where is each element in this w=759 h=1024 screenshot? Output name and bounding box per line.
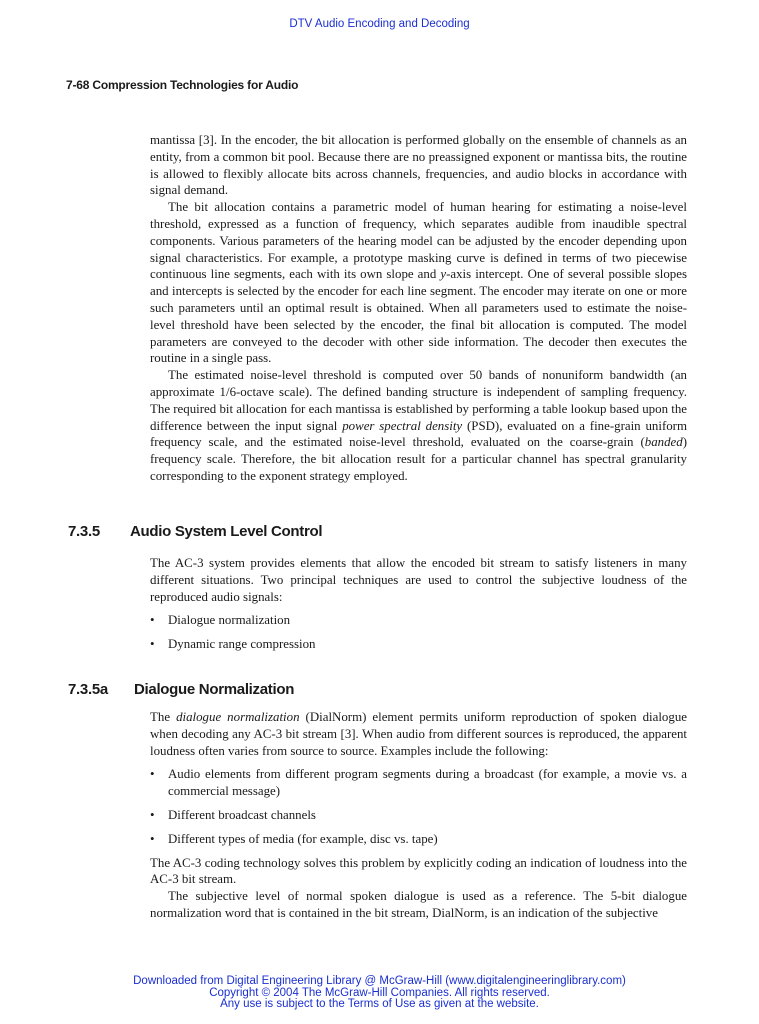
- paragraph: The AC-3 system provides elements that allow the encoded bit stream to satisfy listeners in many different situations. Two principal techniques are used to control the subjective loudness of the reproduced audio signals:: [150, 556, 687, 604]
- paragraph: mantissa [3]. In the encoder, the bit allocation is performed globally on the ensemble of channels as an entity, from a common bit pool. Because there are no preassigned exponent or mantissa bits, the routine is allowed to flexibly allocate bits across channels, frequencies, and audio blocks in accordance with signal demand.: [150, 133, 687, 198]
- paragraph: The estimated noise-level threshold is computed over 50 bands of nonuniform bandwidth (an approximate 1/6-octave scale). The defined banding structure is independent of sampling frequency. The required bit allocation for each mantissa is established by performing a table lookup based upon the difference between the input signal power spectral density (PSD), evaluated on a fine-grain uniform frequency scale, and the estimated noise-level threshold, evaluated on the coarse-grain (banded) frequency scale. Therefore, the bit allocation result for a particular channel has spectral granularity corresponding to the exponent strategy employed.: [150, 368, 688, 483]
- list-item: • Dialogue normalization: [150, 613, 291, 628]
- intro-text: [150, 132, 687, 485]
- section-7-3-5a-text: [150, 709, 687, 922]
- section-title: Audio System Level Control: [130, 523, 323, 540]
- running-head: 7-68 Compression Technologies for Audio: [66, 78, 299, 92]
- section-number: 7.3.5: [68, 523, 100, 540]
- site-title-link[interactable]: DTV Audio Encoding and Decoding: [289, 18, 470, 30]
- section-heading-7-3-5: [68, 523, 322, 540]
- paragraph: The bit allocation contains a parametric model of human hearing for estimating a noise-level threshold, expressed as a function of frequency, which separates audible from inaudible spectral components. Various parameters of the hearing model can be adjusted by the encoder depending upon signal characteristics. For example, a prototype masking curve is defined in terms of two piecewise continuous line segments, each with its own slope and y-axis intercept. One of several possible slopes and intercepts is selected by the encoder for each line segment. The encoder may iterate on one or more such parameters until an optimal result is obtained. When all parameters used to estimate the noise-level threshold have been selected by the encoder, the final bit allocation is computed. The model parameters are conveyed to the decoder with other side information. The decoder then executes the routine in a single pass.: [150, 200, 687, 366]
- paragraph: The dialogue normalization (DialNorm) element permits uniform reproduction of spoken dialogue when decoding any AC-3 bit stream [3]. When audio from different sources is reproduced, the apparent loudness often varies from source to source. Examples include the following:: [150, 710, 687, 758]
- list-item: • Dynamic range compression: [150, 637, 316, 652]
- section-title: Dialogue Normalization: [134, 681, 295, 698]
- footer-download-link[interactable]: Downloaded from Digital Engineering Library @ McGraw-Hill (www.digitalengineeringlibrary.com): [133, 975, 626, 987]
- paragraph: The subjective level of normal spoken dialogue is used as a reference. The 5-bit dialogue normalization word that is contained in the bit stream, DialNorm, is an indication of the subjective: [150, 889, 687, 920]
- list-item: • Audio elements from different program segments during a broadcast (for example, a movie vs. a commercial message): [150, 767, 687, 799]
- section-7-3-5-text: [150, 555, 687, 653]
- list-item: • Different types of media (for example, disc vs. tape): [150, 831, 438, 846]
- footer-terms-link[interactable]: Any use is subject to the Terms of Use as given at the website.: [220, 998, 539, 1010]
- footer-copyright: Copyright © 2004 The McGraw-Hill Companies. All rights reserved.: [209, 986, 550, 999]
- footer: [0, 976, 759, 1011]
- section-heading-7-3-5a: [68, 681, 294, 698]
- section-number: 7.3.5a: [68, 681, 108, 698]
- paragraph: The AC-3 coding technology solves this problem by explicitly coding an indication of loudness into the AC-3 bit stream.: [150, 855, 687, 887]
- list-item: • Different broadcast channels: [150, 807, 316, 822]
